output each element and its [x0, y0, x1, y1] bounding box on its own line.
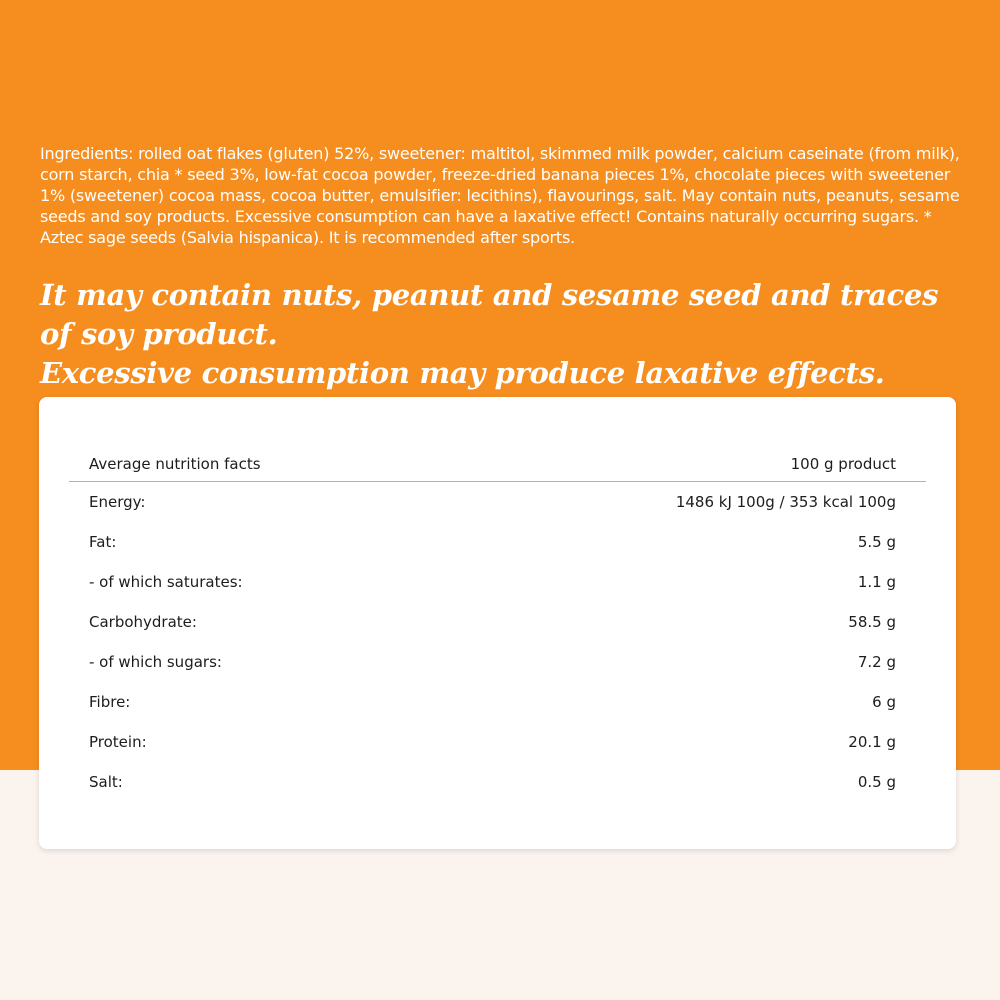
nutrition-row-value: 20.1 g — [848, 733, 896, 751]
nutrition-row-protein — [69, 722, 926, 762]
warning-line-2: Excessive consumption may produce laxative effects. — [40, 356, 885, 390]
nutrition-row-label: - of which saturates: — [89, 573, 243, 591]
nutrition-row-label: Protein: — [89, 733, 147, 751]
warning-line-1: It may contain nuts, peanut and sesame seed and traces of soy product. — [40, 278, 939, 351]
nutrition-header-label: Average nutrition facts — [89, 455, 261, 473]
nutrition-header-row — [69, 447, 926, 482]
nutrition-row-value: 58.5 g — [848, 613, 896, 631]
nutrition-header-value: 100 g product — [790, 455, 896, 473]
nutrition-row-label: Energy: — [89, 493, 146, 511]
nutrition-row-value: 5.5 g — [857, 533, 896, 551]
nutrition-row-label: - of which sugars: — [89, 653, 222, 671]
nutrition-row-saturates — [69, 562, 926, 602]
nutrition-row-value: 7.2 g — [857, 653, 896, 671]
nutrition-row-fibre — [69, 682, 926, 722]
nutrition-row-label: Fat: — [89, 533, 117, 551]
ingredients-text: Ingredients: rolled oat flakes (gluten) 52%, sweetener: maltitol, skimmed milk powder, calcium caseinate (from milk), corn starch, chia * seed 3%, low-fat cocoa powder, freeze-dried banana pieces 1%, chocolate pieces with sweetener 1% (sweetener) cocoa mass, cocoa butter, emulsifier: lecithins), flavourings, salt. May contain nuts, peanuts, sesame seeds and soy products. Excessive consumption can have a laxative effect! Contains naturally occurring sugars. * Aztec sage seeds (Salvia hispanica). It is recommended after sports. — [40, 144, 960, 247]
nutrition-table — [69, 447, 926, 802]
nutrition-row-salt — [69, 762, 926, 802]
nutrition-card — [39, 397, 956, 849]
nutrition-row-label: Fibre: — [89, 693, 131, 711]
nutrition-row-energy — [69, 482, 926, 522]
nutrition-row-value: 6 g — [872, 693, 896, 711]
nutrition-row-fat — [69, 522, 926, 562]
nutrition-row-label: Salt: — [89, 773, 123, 791]
nutrition-row-value: 0.5 g — [857, 773, 896, 791]
nutrition-row-sugars — [69, 642, 926, 682]
nutrition-row-value: 1486 kJ 100g / 353 kcal 100g — [675, 493, 896, 511]
nutrition-row-value: 1.1 g — [857, 573, 896, 591]
nutrition-row-label: Carbohydrate: — [89, 613, 197, 631]
warning-text — [40, 276, 970, 393]
nutrition-row-carbohydrate — [69, 602, 926, 642]
